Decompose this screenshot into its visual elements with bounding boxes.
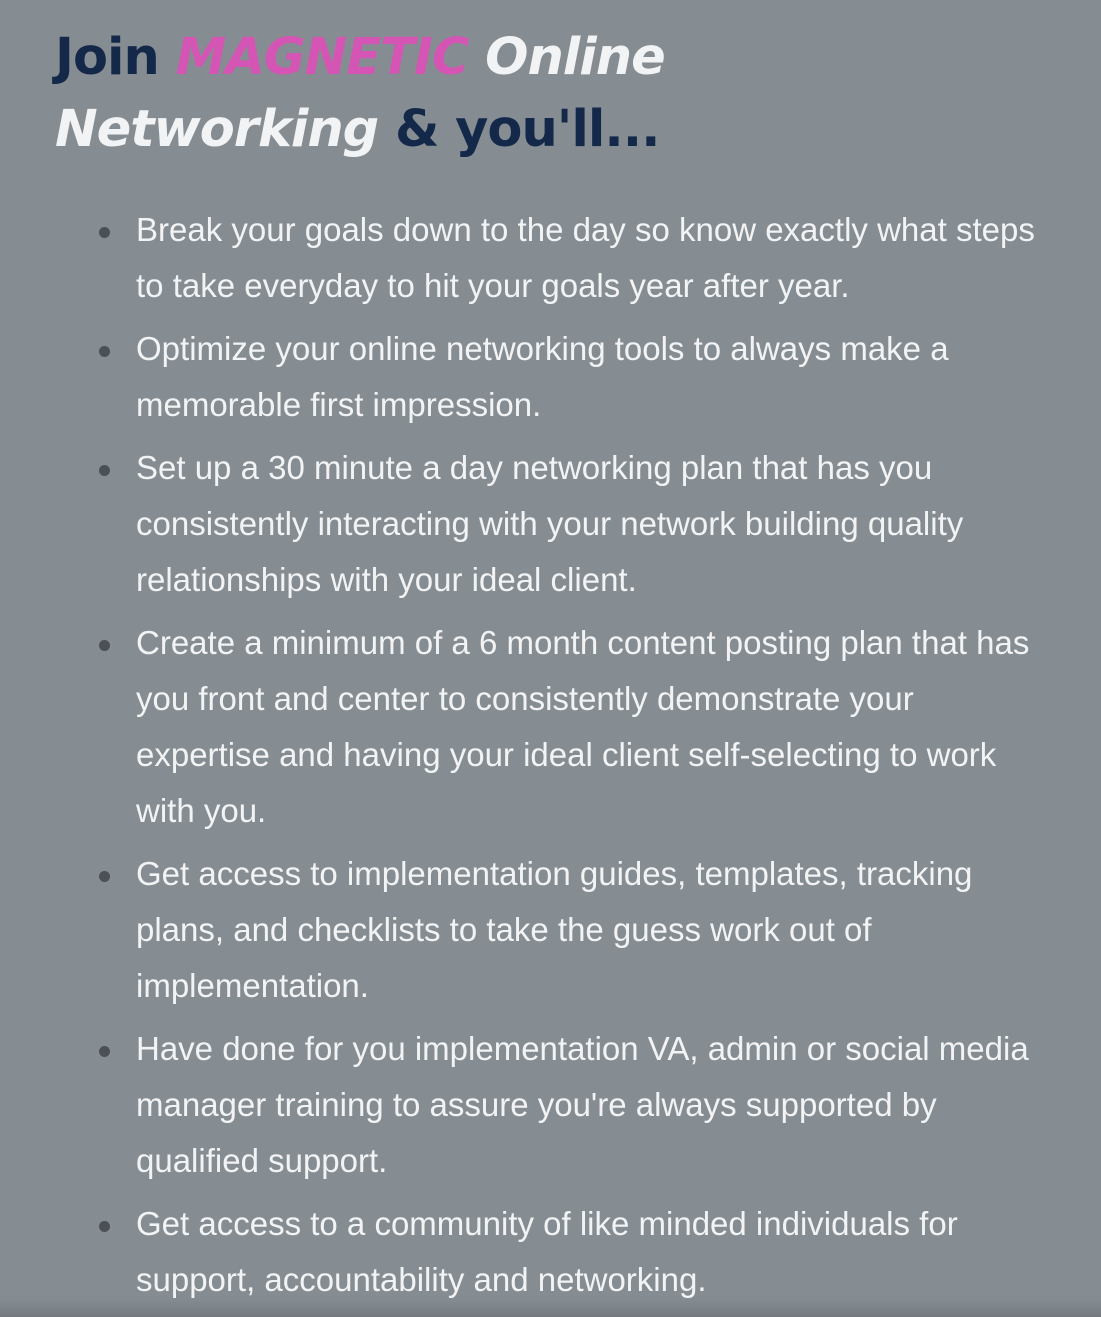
bullet-icon <box>99 465 110 476</box>
benefit-item-networking-plan <box>55 440 1055 608</box>
bullet-icon <box>99 640 110 651</box>
benefit-item-va-training <box>55 1021 1055 1189</box>
benefit-item-community <box>55 1196 1055 1308</box>
benefit-text: Have done for you implementation VA, admin or social media manager training to assure you're always supported by qualified support. <box>136 1030 1029 1179</box>
headline <box>55 22 755 166</box>
bottom-shade <box>0 1299 1101 1317</box>
benefit-item-goals <box>55 202 1055 314</box>
benefit-item-optimize-tools <box>55 321 1055 433</box>
benefit-text: Optimize your online networking tools to always make a memorable first impression. <box>136 330 949 423</box>
benefit-text: Break your goals down to the day so know exactly what steps to take everyday to hit your goals year after year. <box>136 211 1035 304</box>
bullet-icon <box>99 1046 110 1057</box>
bullet-icon <box>99 1221 110 1232</box>
benefit-text: Get access to a community of like minded individuals for support, accountability and networking. <box>136 1205 958 1298</box>
headline-suffix: & you'll... <box>394 100 660 159</box>
bullet-icon <box>99 346 110 357</box>
benefits-list <box>55 202 1061 1308</box>
bullet-icon <box>99 227 110 238</box>
bullet-icon <box>99 871 110 882</box>
benefit-text: Create a minimum of a 6 month content posting plan that has you front and center to consistently demonstrate your expertise and having your ideal client self-selecting to work with you. <box>136 624 1030 829</box>
benefit-item-content-plan <box>55 615 1055 839</box>
headline-join: Join <box>55 28 159 87</box>
headline-online-networking: Online Networking <box>55 28 665 159</box>
benefit-item-implementation-guides <box>55 846 1055 1014</box>
headline-brand: MAGNETIC <box>175 28 469 87</box>
benefit-text: Get access to implementation guides, templates, tracking plans, and checklists to take the guess work out of implementation. <box>136 855 973 1004</box>
benefit-text: Set up a 30 minute a day networking plan that has you consistently interacting with your network building quality relationships with your ideal client. <box>136 449 964 598</box>
